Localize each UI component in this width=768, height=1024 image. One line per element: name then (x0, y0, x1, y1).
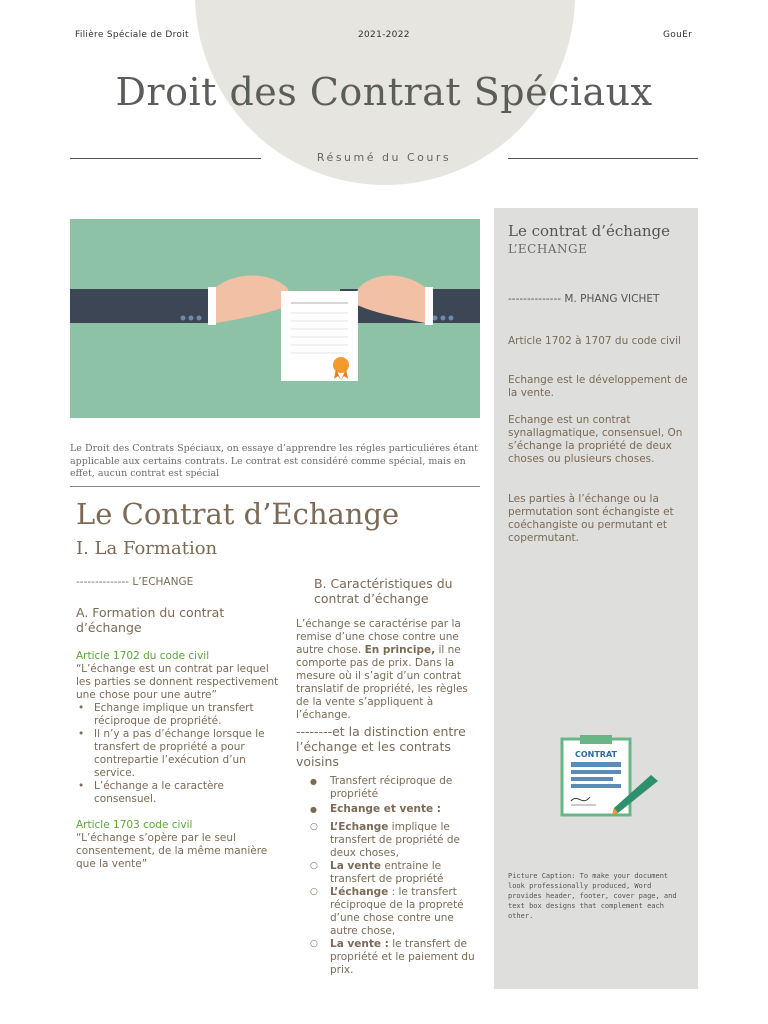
bullet-list (76, 702, 281, 806)
intro-caption: Le Droit des Contrats Spéciaux, on essaye d’apprendre les régles particuliéres étant applicable aux certains contrats. Le contrat est considéré comme spécial, mais en effet, aucun contrat est spécial (70, 443, 479, 479)
item-text: : le transfert réciproque de la propreté d’une chose contre une autre chose, (330, 886, 464, 937)
filled-bullet-list (296, 775, 476, 816)
item-bold: La vente (330, 860, 382, 872)
section-separator (70, 486, 480, 487)
para-bold: En principe, (364, 644, 436, 656)
item-bold: L’Echange (330, 821, 389, 833)
list-item (296, 938, 476, 977)
sidebar-subtitle: L’ECHANGE (508, 242, 588, 256)
sidebar-title: Le contrat d’échange (508, 222, 671, 240)
sidebar-article: Article 1702 à 1707 du code civil (508, 335, 681, 347)
sidebar (494, 208, 698, 989)
header-center: 2021-2022 (358, 30, 410, 40)
page-subtitle: Résumé du Cours (316, 151, 452, 164)
list-item: ● Echange et vente : (296, 803, 476, 816)
contract-icon-label: CONTRAT (574, 750, 618, 759)
section-heading: Le Contrat d’Echange (76, 497, 400, 531)
para-text-a: L’échange se caractérise par la remise d’une chose contre une autre chose. (296, 618, 461, 656)
sidebar-paragraph-3: Les parties à l’échange ou la permutation sont échangiste et coéchangiste ou permutant et copermutant. (508, 493, 674, 544)
left-dashes: -------------- L’ECHANGE (76, 576, 194, 588)
item-bold: L’échange (330, 886, 389, 898)
quote-1702: “L’échange est un contrat par lequel les parties se donnent respectivement une chose pour une autre” (76, 663, 279, 701)
middle-column (296, 576, 476, 977)
sidebar-author: -------------- M. PHANG VICHET (508, 293, 660, 305)
para-text-b: il ne comporte pas de prix. Dans la mesure où il s’agit d’un contrat translatif de propriété, les règles de la vente s’appliquent à l’échange. (296, 644, 468, 721)
contract-handshake-illustration (70, 219, 480, 418)
page-title: Droit des Contrat Spéciaux (115, 70, 653, 114)
subsection-heading: I. La Formation (76, 538, 218, 559)
list-item (296, 886, 476, 938)
divider-right (508, 158, 698, 159)
distinction-heading: --------et la distinction entre l’échange et les contrats voisins (296, 724, 466, 769)
sidebar-paragraph-2: Echange est un contrat synallagmatique, consensuel, On s’échange la propriété de deux choses ou plusieurs choses. (508, 414, 683, 465)
left-column (76, 576, 281, 871)
article-1702: Article 1702 du code civil (76, 650, 210, 662)
circle-bullet-list (296, 821, 476, 977)
item-bold: La vente : (330, 938, 389, 950)
item-text: implique le transfert de propriété de deux choses, (330, 821, 460, 859)
quote-1703: “L’échange s’opère par le seul consentement, de la même manière que la vente” (76, 832, 268, 870)
item-text: le transfert de propriété et le paiement du prix. (330, 938, 475, 976)
contract-document-icon (556, 733, 666, 818)
header-left: Filière Spéciale de Droit (75, 30, 189, 40)
section-a-heading: A. Formation du contrat d’échange (76, 605, 225, 635)
list-item: • L’échange a le caractère consensuel. (76, 780, 281, 806)
list-item: • Il n’y a pas d’échange lorsque le transfert de propriété a pour contrepartie l’exécution d’un service. (76, 728, 281, 780)
article-1703: Article 1703 code civil (76, 819, 193, 831)
list-item (296, 860, 476, 886)
item-text: entraine le transfert de propriété (330, 860, 444, 885)
header-right: GouEr (663, 30, 693, 40)
picture-caption: Picture Caption: To make your document look professionally produced, Word provides header, footer, cover page, and text box designs that complement each other. (508, 872, 677, 920)
list-item: ● Transfert réciproque de propriété (296, 775, 476, 801)
list-item (296, 821, 476, 860)
characteristics-paragraph (296, 618, 476, 722)
sidebar-paragraph-1: Echange est le développement de la vente. (508, 374, 688, 399)
list-item: • Echange implique un transfert réciproque de propriété. (76, 702, 281, 728)
hero-illustration (70, 219, 480, 418)
section-b-heading: B. Caractéristiques du contrat d’échange (314, 576, 453, 606)
